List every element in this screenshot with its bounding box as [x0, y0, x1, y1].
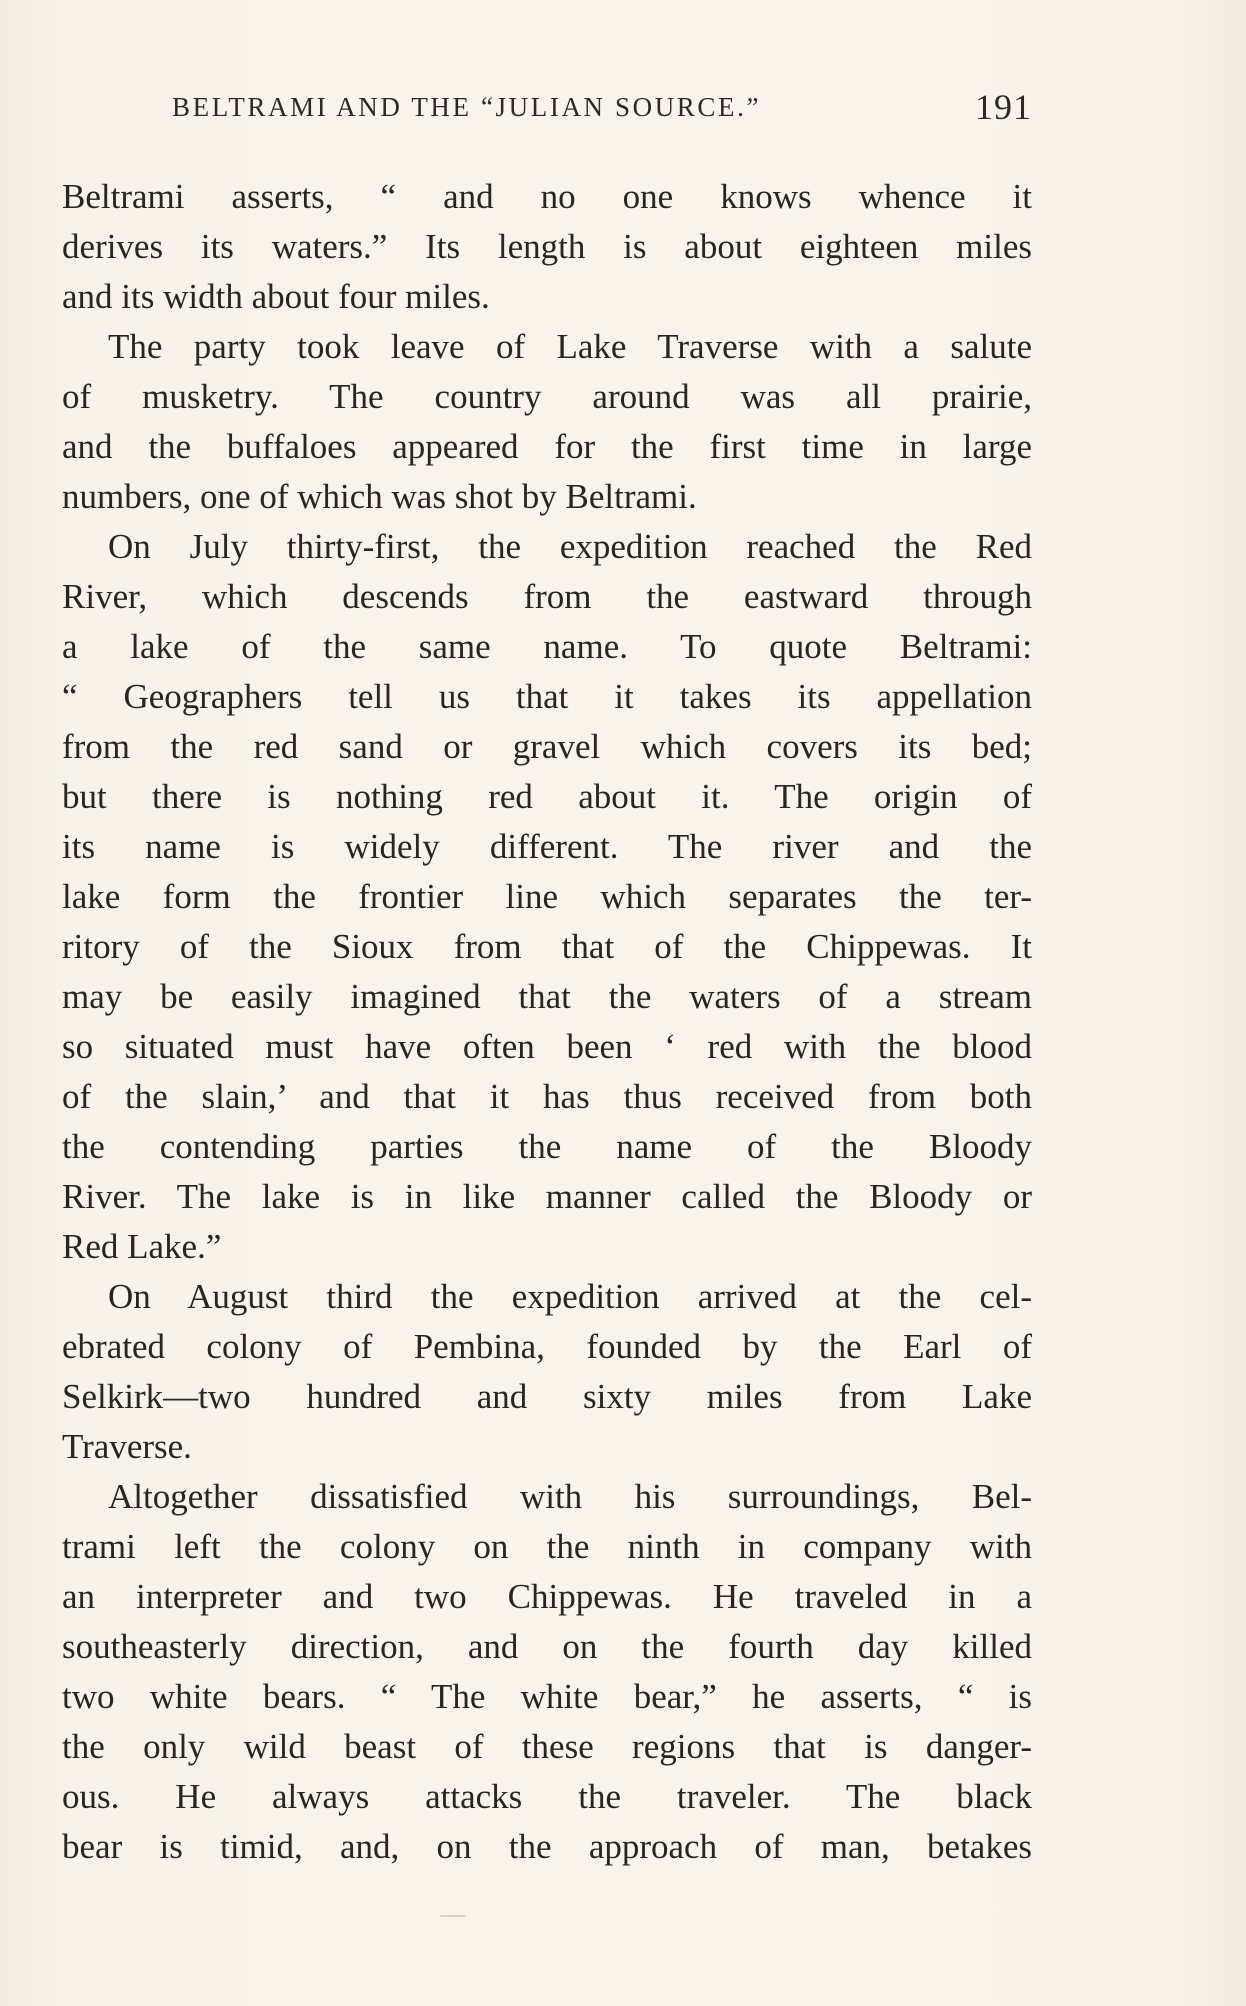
- body-text: [62, 172, 1032, 1872]
- text-line: may be easily imagined that the waters of a stream: [62, 977, 1032, 1016]
- text-line: and its width about four miles.: [62, 277, 490, 316]
- text-line: The party took leave of Lake Traverse with a salute: [108, 327, 1032, 366]
- page-number: 191: [975, 87, 1032, 127]
- text-line: lake form the frontier line which separates the ter-: [62, 877, 1032, 916]
- text-line: ous. He always attacks the traveler. The black: [62, 1777, 1032, 1816]
- text-line: derives its waters.” Its length is about eighteen miles: [62, 227, 1032, 266]
- text-line: Red Lake.”: [62, 1227, 222, 1266]
- text-line: bear is timid, and, on the approach of man, betakes: [62, 1827, 1032, 1866]
- text-line: ritory of the Sioux from that of the Chippewas. It: [62, 927, 1032, 966]
- text-line: but there is nothing red about it. The origin of: [62, 777, 1032, 816]
- running-head: [62, 86, 1032, 132]
- text-line: its name is widely different. The river and the: [62, 827, 1032, 866]
- text-line: River, which descends from the eastward through: [62, 577, 1032, 616]
- text-line: from the red sand or gravel which covers its bed;: [62, 727, 1032, 766]
- running-title: BELTRAMI AND THE “JULIAN SOURCE.”: [172, 92, 762, 122]
- text-line: Altogether dissatisfied with his surroundings, Bel-: [108, 1477, 1032, 1516]
- text-line: an interpreter and two Chippewas. He traveled in a: [62, 1577, 1032, 1616]
- text-line: Beltrami asserts, “ and no one knows whence it: [62, 177, 1032, 216]
- text-line: and the buffaloes appeared for the first time in large: [62, 427, 1032, 466]
- text-line: numbers, one of which was shot by Beltrami.: [62, 477, 697, 516]
- text-line: On August third the expedition arrived at the cel-: [108, 1277, 1032, 1316]
- text-line: two white bears. “ The white bear,” he asserts, “ is: [62, 1677, 1032, 1716]
- text-line: southeasterly direction, and on the fourth day killed: [62, 1627, 1032, 1666]
- text-line: the only wild beast of these regions that is danger-: [62, 1727, 1032, 1766]
- text-line: On July thirty-first, the expedition reached the Red: [108, 527, 1032, 566]
- text-line: Selkirk—two hundred and sixty miles from Lake: [62, 1377, 1032, 1416]
- text-line: ebrated colony of Pembina, founded by the Earl of: [62, 1327, 1032, 1366]
- paper-speck: [440, 1915, 466, 1917]
- text-line: so situated must have often been ‘ red with the blood: [62, 1027, 1032, 1066]
- text-line: trami left the colony on the ninth in company with: [62, 1527, 1032, 1566]
- text-line: of musketry. The country around was all prairie,: [62, 377, 1032, 416]
- text-line: River. The lake is in like manner called the Bloody or: [62, 1177, 1032, 1216]
- text-line: “ Geographers tell us that it takes its appellation: [62, 677, 1032, 716]
- text-line: Traverse.: [62, 1427, 192, 1466]
- text-line: a lake of the same name. To quote Beltrami:: [62, 627, 1032, 666]
- text-line: of the slain,’ and that it has thus received from both: [62, 1077, 1032, 1116]
- text-line: the contending parties the name of the Bloody: [62, 1127, 1032, 1166]
